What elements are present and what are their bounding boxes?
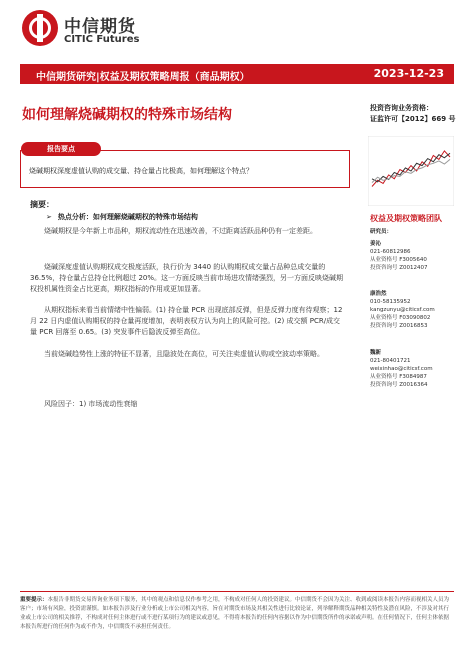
member-name: 姜沁 (370, 241, 382, 247)
citic-logo (22, 10, 58, 46)
team-title: 权益及期权策略团队 (370, 214, 442, 223)
team-member-1 (370, 240, 428, 272)
qualification-line1: 投资咨询业务资格： (370, 104, 433, 112)
highlight-text: 热点分析：如何理解烧碱期权的特殊市场结构 (57, 213, 198, 221)
member-cert1: 从业资格号 F3005640 (370, 257, 427, 263)
report-date: 2023-12-23 (373, 67, 444, 80)
arrow-icon: ➢ (46, 213, 52, 221)
member-phone: 021-60812986 (370, 249, 411, 255)
member-email[interactable]: kangzunyu@citicsf.com (370, 307, 435, 313)
qualification-info (370, 103, 456, 125)
team-role-label: 研究员： (370, 229, 393, 235)
member-email[interactable]: weixinhao@citicsf.com (370, 366, 433, 372)
report-series: 中信期货研究|权益及期权策略周报（商品期权） (36, 72, 250, 83)
member-phone: 010-58135952 (370, 299, 411, 305)
member-cert2: 投资咨询号 Z0016364 (370, 382, 428, 388)
member-name: 魏新 (370, 350, 382, 356)
risk-factors: 风险因子：1) 市场流动性衰缩 (44, 400, 138, 408)
brand-name-en: CITIC Futures (64, 34, 140, 45)
thumbnail-chart (368, 136, 454, 206)
paragraph-4: 当前烧碱趋势性上涨的特征不显著，且隐波处在高位，可关注卖虚值认购或空波动率策略。 (44, 350, 324, 358)
paragraph-3: 从期权指标来看当前情绪中性偏弱。(1) 持仓量 PCR 出现底部反弹，但是反弹力度有待观察；12 月 22 日内虚值认购期权的持仓量再度增加，表明表权方认为向上的风险可控。(2) 成交额 PCR/成交量 PCR 回落至 0.65。(3) 突发事件后隐波反弹至高位。 (30, 306, 343, 336)
disclaimer (20, 596, 454, 632)
brand-name-cn: 中信期货 (64, 17, 136, 37)
member-phone: 021-80401721 (370, 358, 411, 364)
team-member-2 (370, 290, 435, 330)
key-points-text: 烧碱期权深度虚值认购的成交量、持仓量占比极高，如何理解这个特点？ (29, 167, 253, 175)
member-cert1: 从业资格号 F03090802 (370, 315, 431, 321)
report-banner (20, 64, 454, 84)
key-points-box (20, 145, 350, 188)
abstract-label: 摘要： (30, 200, 54, 209)
member-cert1: 从业资格号 F3084987 (370, 374, 427, 380)
qualification-line2: 证监许可【2012】669 号 (370, 115, 456, 123)
paragraph-1: 烧碱期权是今年新上市品种，期权流动性在迅速改善，不过距离活跃品种仍有一定差距。 (44, 227, 317, 235)
disclaimer-label: 重要提示： (20, 597, 48, 603)
report-title: 如何理解烧碱期权的特殊市场结构 (22, 107, 232, 123)
paragraph-2: 烧碱深度虚值认购期权成交极度活跃，执行价为 3440 的认购期权成交量占品种总成交量的 36.5%，持仓量占总持仓比例超过 20%。这一方面反映当前市场进攻情绪强烈，另一方面反映烧碱期权投机属性资金占比更高，期权指标的作用或更加显著。 (30, 263, 344, 293)
team-role (370, 228, 392, 236)
team-member-3 (370, 349, 433, 389)
member-cert2: 投资咨询号 Z0012407 (370, 265, 428, 271)
disclaimer-text: 本报告非期货交易咨询业务项下服务，其中的观点和信息仅作参考之用，不构成对任何人的投资建议。中信期货不会因为关注、收到或阅读本报告内容而视相关人员为客户；市场有风险，投资需谨慎。如本报告涉及行业分析或上市公司相关内容，旨在对期货市场及其相关性进行比较论证，列举解释期货品种相关特性及潜在风险，不涉及对其行业或上市公司的相关推荐，不构成对任何主体进行或不进行某项行为的建议或意见，不得将本报告的任何内容据以作为中信期货所作的承诺或声明。在任何情况下，任何主体依据本报告所进行的任何作为或不作为，中信期货不承担任何责任。 (20, 597, 450, 630)
footer-divider (20, 591, 454, 592)
member-cert2: 投资咨询号 Z0016853 (370, 323, 428, 329)
member-name: 康浩然 (370, 291, 387, 297)
key-points-label: 报告要点 (21, 142, 101, 156)
highlight-point (46, 212, 198, 222)
